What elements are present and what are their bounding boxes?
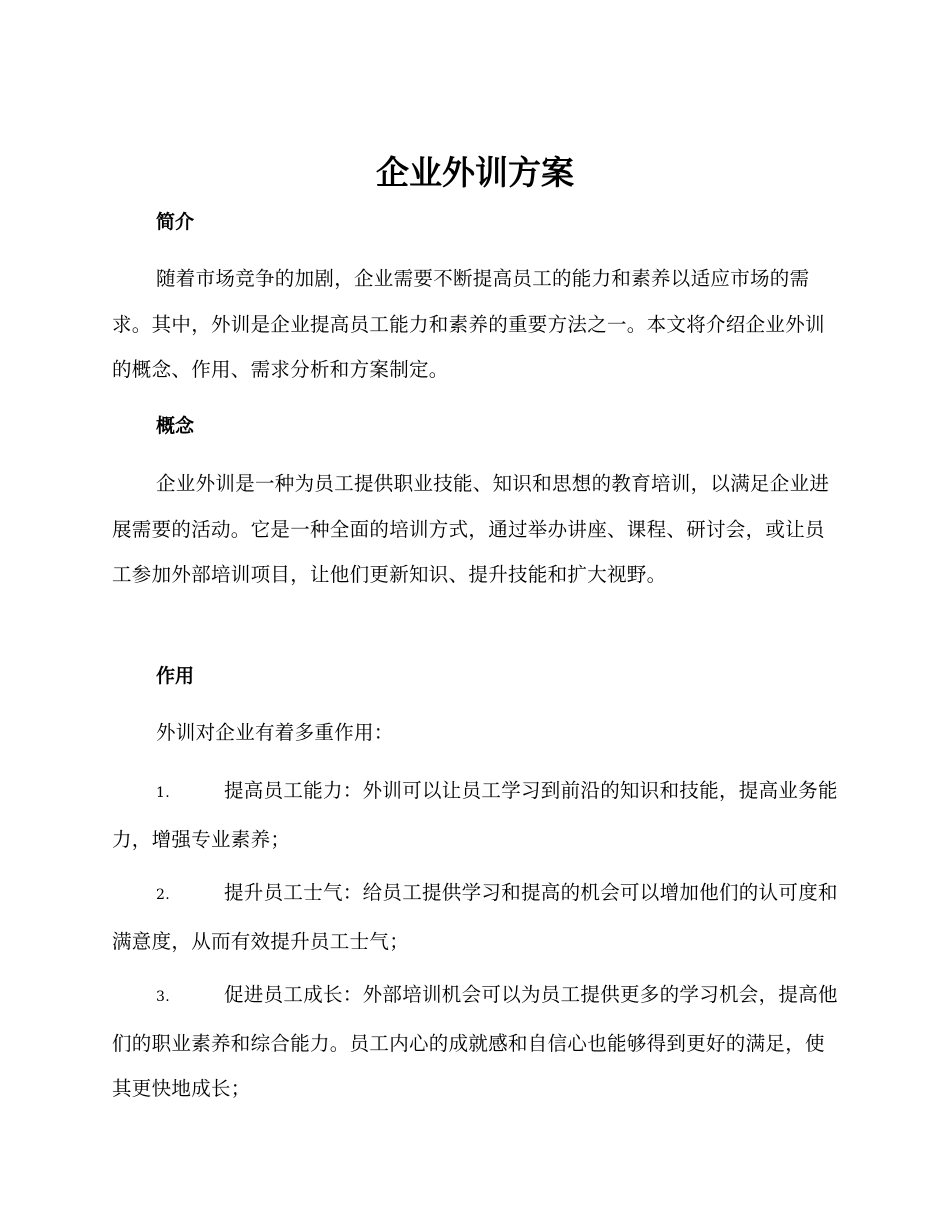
list-item-text: 促进员工成长：外部培训机会可以为员工提供更多的学习机会，提高他们的职业素养和综合能力。员工内心的成就感和自信心也能够得到更好的满足，使其更快地成长； [112,983,838,1100]
concept-paragraph: 企业外训是一种为员工提供职业技能、知识和思想的教育培训，以满足企业进展需要的活动。它是一种全面的培训方式，通过举办讲座、课程、研讨会，或让员工参加外部培训项目，让他们更新知识、提升技能和扩大视野。 [112,472,830,586]
document-title: 企业外训方案 [376,153,574,192]
list-item-text: 提高员工能力：外训可以让员工学习到前沿的知识和技能，提高业务能力，增强专业素养； [112,779,838,851]
list-item [112,870,842,964]
list-item [112,972,842,1112]
section-heading-concept: 概念 [156,415,195,437]
list-item-number: 3. [156,989,170,1005]
list-item [112,768,842,862]
list-item-text: 提升员工士气：给员工提供学习和提高的机会可以增加他们的认可度和满意度，从而有效提升员工士气； [112,881,838,953]
intro-paragraph: 随着市场竞争的加剧，企业需要不断提高员工的能力和素养以适应市场的需求。其中，外训是企业提高员工能力和素养的重要方法之一。本文将介绍企业外训的概念、作用、需求分析和方案制定。 [112,267,825,381]
section-heading-intro: 简介 [156,211,195,233]
section-heading-effect: 作用 [156,665,195,687]
list-item-number: 2. [156,887,170,903]
effect-lead-paragraph: 外训对企业有着多重作用： [156,721,394,744]
list-item-number: 1. [156,785,170,801]
